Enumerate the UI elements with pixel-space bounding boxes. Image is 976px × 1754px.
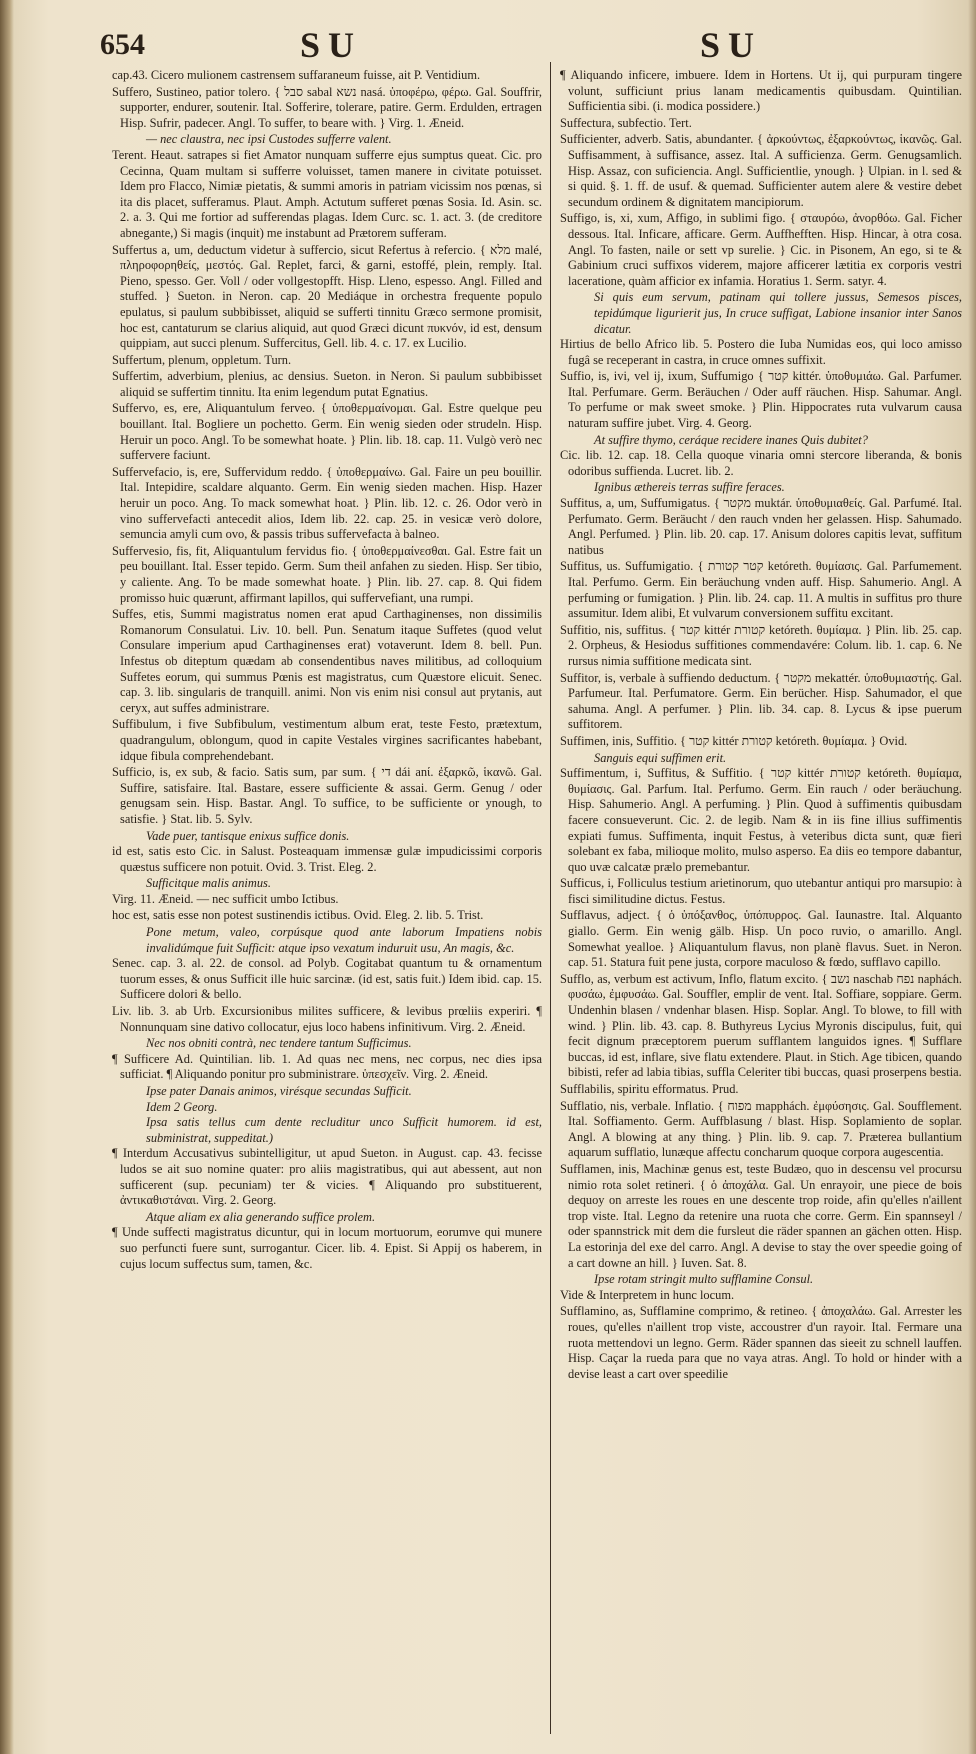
running-head-right: SU (700, 25, 763, 65)
dictionary-entry: Suffitor, is, verbale à suffiendo deductum. { מקטר mekattér. ὑποθυμιαστής. Gal. Parfumeur. Ital. Perfumatore. Germ. Ein berücher. Hisp. Sahumador, el que sahuma. Angl. A perfumer. } Plin. lib. 34. cap. 8. Lycus & ipse puerum suffitorem. (560, 670, 962, 732)
dictionary-entry: ¶ Sufficere Ad. Quintilian. lib. 1. Ad quas nec mens, nec corpus, nec dies ipsa sufficiat. ¶ Aliquando ponitur pro subministrare. ὑπεσχεῖν. Virg. 2. Æneid. (112, 1051, 542, 1082)
dictionary-entry: Sufficio, is, ex sub, & facio. Satis sum, par sum. { די dái anί. ἐξαρκῶ, ἱκανῶ. Gal. Suffire, satisfaire. Ital. Bastare, essere sufficiente & assai. Germ. Genug / oder genugsam sein. Hisp. Bastar. Angl. To suffice, to be sufficiente or ynough, to satisfie. } Stat. lib. 5. Sylv. (112, 765, 542, 826)
page-header (0, 14, 976, 65)
dictionary-entry: Suffitus, us. Suffumigatio. { קטר קטורת ketóreth. θυμίασις. Gal. Parfumement. Ital. Perfumo. Germ. Ein beräuchung vnden auff. Hisp. Sahumerio. Angl. A perfuming or fumigation. } Plin. lib. 24. cap. 11. A multis in suffitus pro thure assumitur. Idem alibi, Et vulvarum conversionem suffitu excitant. (560, 559, 962, 621)
dictionary-entry: Sufflamino, as, Sufflamine comprimo, & retineo. { ἀποχαλάω. Gal. Arrester les roues, qu'elles n'aillent trop viste, accoustrer d'un rayoir. Ital. Fermare una ruota mettendovi un legno. Germ. Räder spannen das sieeit zu schnell lauffen. Hisp. Caçar la rueda para que no vaya atras. Angl. To hold or hinder with a devise least a cart over speedilie (560, 1304, 962, 1381)
dictionary-entry: Sufflatio, nis, verbale. Inflatio. { מפוח mapphách. ἐμφύσησις. Gal. Soufflement. Ital. Soffiamento. Germ. Auffblasung / blast. Hisp. Soplamiento de soplar. Angl. A blowing at any thing. } Plin. lib. 9. cap. 7. Præterea bullantium aquarum sufflatio, lunæque affectu concharum quoque corpora augescentia. (560, 1098, 962, 1160)
dictionary-entry: Virg. 11. Æneid. — nec sufficit umbo Ictibus. (112, 891, 339, 906)
dictionary-entry: ¶ Aliquando inficere, imbuere. Idem in Hortens. Ut ij, qui purpuram tingere volunt, sufficiunt prius lanam medicamentis quibusdam. Quintilian. Sufficientia sibi. (i. modica possidere.) (560, 68, 962, 114)
dictionary-entry: Suffibulum, i five Subfibulum, vestimentum album erat, teste Festo, prætextum, quadrangulum, oblongum, quod in capite Vestales virgines sacrificantes habebant, idque fibula comprehendebant. (112, 717, 542, 763)
page-number: 654 (100, 28, 145, 61)
dictionary-entry: Suffervo, es, ere, Aliquantulum ferveo. { ὑποθερμαίνομαι. Gal. Estre quelque peu bouillant. Ital. Bogliere un pochetto. Germ. Ein wenig sieden oder strudeln. Hisp. Heruir un poco. Angl. To be somewhat hoate. } Plin. lib. 18. cap. 11. Vulgò verò nec suffervere faciunt. (112, 401, 542, 463)
running-head-left: SU (300, 25, 363, 65)
dictionary-entry: Suffertum, plenum, oppletum. Turn. (112, 352, 292, 367)
dictionary-entry: Sufflo, as, verbum est activum, Inflo, flatum excito. { נשב naschab נפח naphách. φυσάω, ἐμφυσάω. Gal. Souffler, emplir de vent. Ital. Soffiare, soppiare. Germ. Undenhin blasen / vndenhar blasen. Hisp. Soplar. Angl. To blowe, to fill with wind. } Plin. lib. 43. cap. 8. Buthyreus Lycius Myronis discipulus, fuit, qui fecit dignum præceptorem puerum sufflantem languidos ignes. ¶ Sufflare buccas, id est, inflare, sive flatu extendere. Plaut. in Stich. Age tibicen, quando bibisti, refer ad labia tibias, suffla Celeriter tibi buccas, quasi proserpens bestia. (560, 971, 962, 1080)
dictionary-entry: Suffervesio, fis, fit, Aliquantulum fervidus fio. { ὑποθερμαίνεσθαι. Gal. Estre fait un peu bouillant. Ital. Esser tepido. Germ. Sum theil anfahen zu sieden. Hisp. Ser tibio, y caliente. Ang. To be made somewhat hoate. } Plin. lib. 27. cap. 8. Qui fidem promisso huic quærunt, affirmant lapillos, qui suffervefiant, una rumpi. (112, 543, 542, 605)
page-edge (968, 0, 976, 1754)
dictionary-entry: Suffectura, subfectio. Tert. (560, 115, 692, 130)
dictionary-entry: Suffitus, a, um, Suffumigatus. { מקטר muktár. ὑποθυμιαθείς. Gal. Parfumé. Ital. Perfumato. Germ. Beräucht / den rauch vnden her gelassen. Hisp. Sahumado. Angl. Perfumed. } Plin. lib. 20. cap. 17. Anisum dolores capitis levat, suffitum natibus (560, 496, 962, 557)
verse-quotation: Sanguis equi suffimen erit. (594, 750, 727, 765)
verse-quotation: At suffire thymo, ceráque recidere inanes Quis dubitet? (594, 432, 868, 447)
dictionary-entry: Sufflavus, adject. { ὁ ὑπόξανθος, ὑπόπυρρος. Gal. Iaunastre. Ital. Alquanto giallo. Germ. Ein wenig gälb. Hisp. Un poco ruvio, o amarillo. Angl. Somewhat yealloe. } Aliquantulum flavus, non planè flavus. Suet. in Neron. cap. 51. Statura fuit pene justa, corpore maculoso & fœdo, sufflavo capillo. (560, 908, 962, 970)
dictionary-entry: Sufficus, i, Folliculus testium arietinorum, quo utebantur antiqui pro marsupio: à fisci similitudine dictus. Festus. (560, 876, 962, 906)
dictionary-entry: Suffimen, inis, Suffitio. { קטר kittér קטורת ketóreth. θυμίαμα. } Ovid. (560, 733, 908, 748)
dictionary-entry: hoc est, satis esse non potest sustinendis ictibus. Ovid. Eleg. 2. lib. 5. Trist. (112, 908, 484, 923)
dictionary-entry: Liv. lib. 3. ab Urb. Excursionibus milites sufficere, & levibus prœliis experiri. ¶ Nonnunquam sine dativo collocatur, ejus loco habens infinitivum. Virg. 2. Æneid. (112, 1004, 542, 1034)
dictionary-entry: Suffertus a, um, deductum videtur à suffercio, sicut Refertus à refercio. { מלא malé, πληροφορηθείς, μεστός. Gal. Replet, farci, & garni, estoffé, plein, remply. Ital. Pieno, spesso. Ger. Voll / oder vollgestopfft. Hisp. Lleno, espesso. Angl. Filled and stuffed. } Sueton. in Neron. cap. 20 Mediáque in orchestra frequente populo epulatus, si paulum subbibisset, aliquid se sufferti tinnitu Græco sermone promisit, hoc est, cantaturum se clarius aliquid, aut quod Græci dicunt πυκνόν, id est, densum quippiam, aut succi plenum. Suffercitus, Gell. lib. 4. c. 17. ex Lucilio. (112, 242, 542, 351)
dictionary-entry: id est, satis esto Cic. in Salust. Posteaquam immensæ gulæ impudicissimi corporis quæstus sufficere non potuit. Ovid. 3. Trist. Eleg. 2. (112, 844, 542, 874)
verse-quotation: Nec nos obniti contrà, nec tendere tantum Sufficimus. (146, 1036, 412, 1051)
verse-quotation: Si quis eum servum, patinam qui tollere jussus, Semesos pisces, tepidúmque ligurierit jus, In cruce suffigat, Labione insanior inter Sanos dicatur. (594, 290, 962, 336)
verse-quotation: Pone metum, valeo, corpúsque quod ante laborum Impatiens nobis invalidúmque fuit Sufficit: atque ipso vexatum induruit usu, An magis, &c. (146, 925, 542, 955)
dictionary-entry: Hirtius de bello Africo lib. 5. Postero die Iuba Numidas eos, qui loco amisso fugâ se receperant in castra, in cruce omnes suffixit. (560, 337, 962, 367)
dictionary-entry: Sufflamen, inis, Machinæ genus est, teste Budæo, quo in descensu vel procursu nimio rota solet retineri. { ὁ ἀποχάλα. Gal. Un enrayoir, une piece de bois dequoy on arreste les roues en une descente trop roide, afin qu'elles n'aillent trop viste. Ital. Legno da retenire una ruota che corre. Germ. Ein spannseyl / oder spannstrick mit dem die fursleut die räder spannen an gächen otten. Hisp. La estorinja del exe del carro. Angl. A devise to stay the over speedie going of a cart downe an hill. } Iuven. Sat. 8. (560, 1161, 962, 1270)
left-column (112, 68, 542, 1738)
dictionary-entry: cap.43. Cicero mulionem castrensem suffaraneum fuisse, ait P. Ventidium. (112, 68, 481, 82)
dictionary-entry: Suffimentum, i, Suffitus, & Suffitio. { קטר kittér קטורת ketóreth. θυμίαμα, θυμίασις. Gal. Parfum. Ital. Perfumo. Germ. Ein rauch / oder beräuchung. Hisp. Sahumerio. Angl. A perfuming. } Plin. Quod à suffimentis quibusdam facere consueverunt. Cic. 2. de legib. Nam & in iis fine illius suffimentis expiati fumus. Suffimenta, inquit Festus, à veteribus dicta sunt, quæ fieri solebant ex faba, milioque molito, mulso asperso. Ea diis eo tempore dabantur, quo uvæ calcatæ prælo premebantur. (560, 766, 962, 874)
dictionary-entry: Suffervefacio, is, ere, Suffervidum reddo. { ὑποθερμαίνω. Gal. Faire un peu bouillir. Ital. Intepidire, scaldare alquanto. Germ. Ein wenig sieden machen. Hisp. Hazer heruir un poco. Ang. To mack somewhat hoat. } Plin. lib. 12. c. 26. Odor verò in vino suffervefacti antecedit alios, Idem lib. 22. cap. 25. in vesicæ verò dolore, semuncia amyli cum ovo, & passis tribus suffervefacta à balneo. (112, 464, 542, 542)
dictionary-entry: Senec. cap. 3. al. 22. de consol. ad Polyb. Cogitabat quantum tu & ornamentum tuorum esses, & onus Sufficit ille huic sarcinæ. (id est, satis fuit.) Idem ibid. cap. 15. Sufficere dolori & bello. (112, 956, 542, 1002)
dictionary-entry: Sufficienter, adverb. Satis, abundanter. { ἀρκούντως, ἐξαρκούντως, ἱκανῶς. Gal. Suffisamment, à suffisance, assez. Ital. A sufficienza. Germ. Genugsamlich. Hisp. Assaz, con suficiencia. Angl. Sufficientlie, ynough. } Ulpian. in l. sed & si quid. §. 1. ff. de usuf. & quemad. Sufficienter autem alere & vestire debet secundum ordinem & dignitatem mancipiorum. (560, 132, 962, 209)
dictionary-entry: Cic. lib. 12. cap. 18. Cella quoque vinaria omni stercore liberanda, & bonis odoribus suffienda. Lucret. lib. 2. (560, 448, 962, 478)
dictionary-entry: Vide & Interpretem in hunc locum. (560, 1287, 735, 1302)
verse-quotation: Vade puer, tantisque enixus suffice donis. (146, 828, 350, 843)
dictionary-entry: ¶ Unde suffecti magistratus dicuntur, qui in locum mortuorum, eorumve qui munere suo perfuncti fuere sunt, surrogantur. Cicer. lib. 4. Epist. Si Appij os haberem, in cujus locum suffectus sum, tamen, &c. (112, 1225, 542, 1271)
dictionary-entry: Suffitio, nis, suffitus. { קטר kittér קטורת ketóreth. θυμίαμα. } Plin. lib. 25. cap. 2. Orpheus, & Hesiodus suffitiones commendavére: Colum. lib. 1. cap. 6. Ne rursus nimia suffitione medicata sint. (560, 622, 962, 668)
column-divider (550, 62, 551, 1734)
verse-quotation: Ipse pater Danais animos, virésque secundas Sufficit. (146, 1084, 412, 1098)
verse-quotation: Ipsa satis tellus cum dente recluditur unco Sufficit humorem. id est, subministrat, suppeditat.) (146, 1115, 542, 1145)
dictionary-entry: Suffertim, adverbium, plenius, ac densius. Sueton. in Neron. Si paulum subbibisset aliquid se suffertim tinnitu. Ita enim legendum putat Egnatius. (112, 369, 542, 399)
dictionary-entry: Suffigo, is, xi, xum, Affigo, in sublimi figo. { σταυρόω, ἀνορθόω. Gal. Ficher dessous. Ital. Inficare, afficare. Germ. Auffhefften. Hisp. Hincar, à otra cosa. Angl. To fasten, naile or sett vp surelie. } Cic. in Pisonem, An ego, si te & Gabinium cruci suffixos viderem, majore afficerer lætitia ex corporis vestri laceratione, quàm afficior ex infamia. Horatius 1. Serm. satyr. 4. (560, 211, 962, 288)
dictionary-entry: ¶ Interdum Accusativus subintelligitur, ut apud Sueton. in August. cap. 43. fecisse ludos se ait suo nomine quater: pro aliis magistratibus, qui aut abessent, aut non sufficerent (sup. pecuniam) ter & vicies. ¶ Aliquando pro substituerent, ἀντικαθιστάναι. Virg. 2. Georg. (112, 1146, 542, 1208)
dictionary-entry: Suffero, Sustineo, patior tolero. { סבל sabal נשא nasá. ὑποφέρω, φέρω. Gal. Souffrir, supporter, endurer, soutenir. Ital. Sofferire, tolerare, patire. Germ. Erdulden, ertragen Hisp. Sufrir, padecer. Angl. To suffer, to beare with. } Virg. 1. Æneid. (112, 84, 542, 130)
dictionary-entry: Sufflabilis, spiritu efformatus. Prud. (560, 1082, 739, 1096)
verse-quotation: Idem 2 Georg. (146, 1099, 218, 1114)
right-column (560, 68, 962, 1738)
dictionary-entry: Suffio, is, ivi, vel ij, ixum, Suffumigo { קטר kittér. ὑποθυμιάω. Gal. Parfumer. Ital. Perfumare. Germ. Beräuchen / Oder auff räuchen. Hisp. Sahumar. Angl. To perfume or mak sweet smoke. } Plin. Hippocrates ruta vulvarum causa naturam suffire jubet. Virg. 4. Georg. (560, 369, 962, 431)
verse-quotation: Atque aliam ex alia generando suffice prolem. (146, 1209, 376, 1224)
dictionary-entry: Suffes, etis, Summi magistratus nomen erat apud Carthaginenses, non dissimilis Romanorum Consulatui. Liv. 10. bell. Pun. Senatum itaque Suffetes (quod velut Consulare imperium apud Carthaginenses erat) votaverunt. Idem 8. bell. Pun. Infestus ob diteptum quædam ab consendentibus naves militibus, ad colloquium Suffetes eorum, qui summus Pœnis est magistratus, cum Quæstore elicuit. Senec. cap. 3. lib. singularis de tranquill. animi. Non vis enim nisi consul aut prytanis, aut ceryx, aut suffes administrare. (112, 607, 542, 715)
verse-quotation: Ipse rotam stringit multo sufflamine Consul. (594, 1272, 814, 1287)
verse-quotation: Sufficitque malis animus. (146, 876, 271, 891)
verse-quotation: Ignibus æthereis terras suffire feraces. (594, 480, 785, 495)
book-spine (0, 0, 14, 1754)
dictionary-entry: Terent. Heaut. satrapes si fiet Amator nunquam sufferre ejus sumptus queat. Cic. pro Cecinna, Quam multam si sufferre voluisset, tamen manere in civitate potuisset. Idem pro Flacco, Nimiæ pietatis, & summi amoris in patriam vicissim nos pœnas, si ita dis placet, sufferamus. Plaut. Amph. Actutum sufferet pœnas Sosia. Id. Asin. sc. 2. a. 3. Qui me fortior ad sufferendas plagas. Idem Curc. sc. 1. act. 3. (de creditore abnegante,) Si magis (inquit) me instabunt ad Prætorem sufferam. (112, 147, 542, 240)
verse-quotation: — nec claustra, nec ipsi Custodes sufferre valent. (146, 132, 392, 147)
